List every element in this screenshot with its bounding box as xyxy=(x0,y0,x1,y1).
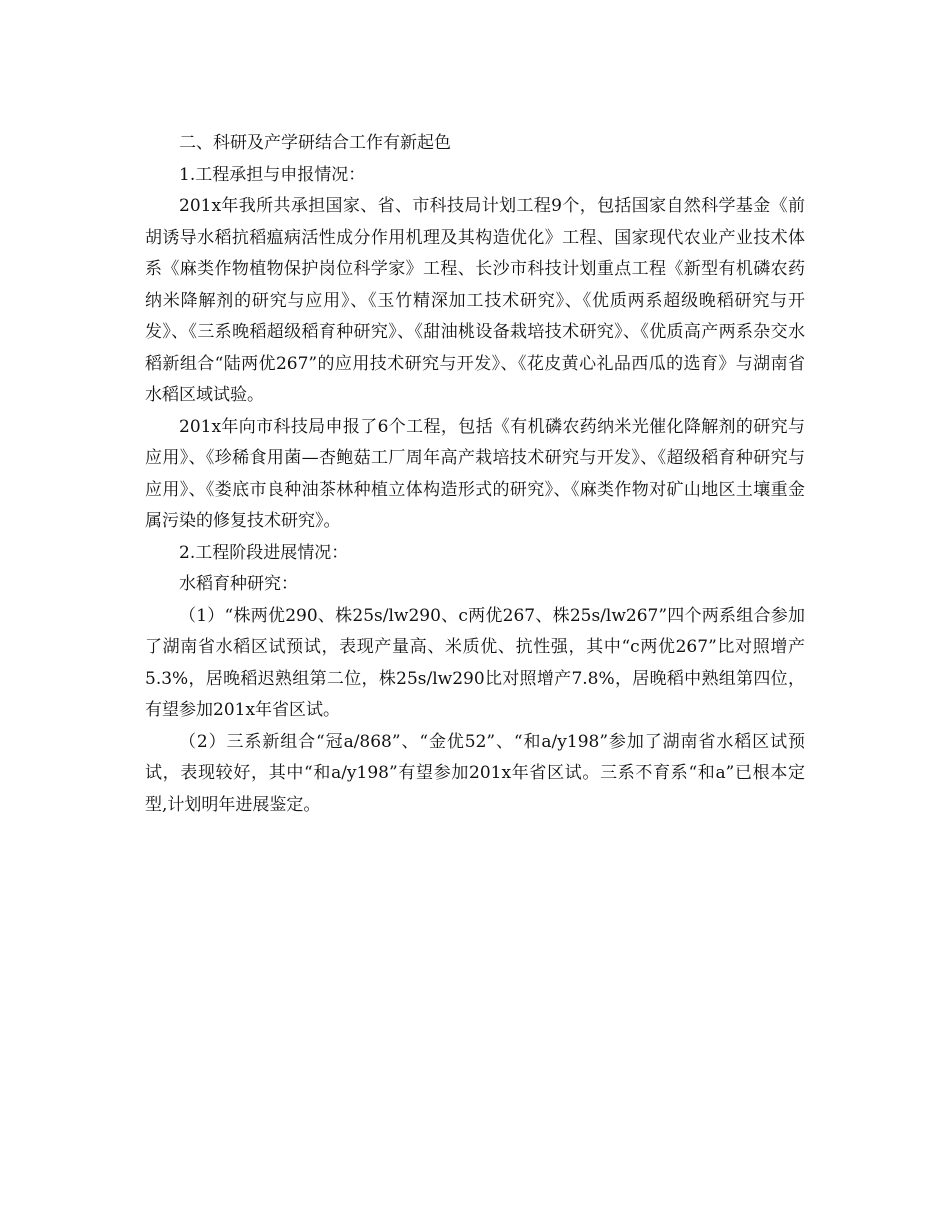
subheading-progress: 2.工程阶段进展情况： xyxy=(179,542,349,563)
subheading-projects: 1.工程承担与申报情况： xyxy=(179,164,366,185)
section-heading: 二、科研及产学研结合工作有新起色 xyxy=(179,133,451,153)
document-page xyxy=(145,128,805,821)
paragraph-projects-undertaken: 201x年我所共承担国家、省、市科技局计划工程9个，包括国家自然科学基金《前胡诱导水稻抗稻瘟病活性成分作用机理及其构造优化》工程、国家现代农业产业技术体系《麻类作物植物保护岗位科学家》工程、长沙市科技计划重点工程《新型有机磷农药纳米降解剂的研究与应用》、《玉竹精深加工技术研究》、《优质两系超级晚稻研究与开发》、《三系晚稻超级稻育种研究》、《甜油桃设备栽培技术研究》、《优质高产两系杂交水稻新组合“陆两优267”的应用技术研究与开发》、《花皮黄心礼品西瓜的选育》与湖南省水稻区域试验。 xyxy=(145,196,805,405)
paragraph-projects-applied: 201x年向市科技局申报了6个工程，包括《有机磷农药纳米光催化降解剂的研究与应用》、《珍稀食用菌—杏鲍菇工厂周年高产栽培技术研究与开发》、《超级稻育种研究与应用》、《娄底市良种油茶林种植立体构造形式的研究》、《麻类作物对矿山地区土壤重金属污染的修复技术研究》。 xyxy=(145,416,805,531)
paragraph-item-1: （1）“株两优290、株25s/lw290、c两优267、株25s/lw267”四个两系组合参加了湖南省水稻区试预试，表现产量高、米质优、抗性强，其中“c两优267”比对照增产5.3%，居晚稻迟熟组第二位，株25s/lw290比对照增产7.8%，居晚稻中熟组第四位，有望参加201x年省区试。 xyxy=(145,605,805,720)
subheading-rice-breeding: 水稻育种研究： xyxy=(179,574,298,594)
paragraph-item-2: （2）三系新组合“冠a/868”、“金优52”、“和a/y198”参加了湖南省水稻区试预试，表现较好，其中“和a/y198”有望参加201x年省区试。三系不育系“和a”已根本定型,计划明年进展鉴定。 xyxy=(145,731,805,815)
